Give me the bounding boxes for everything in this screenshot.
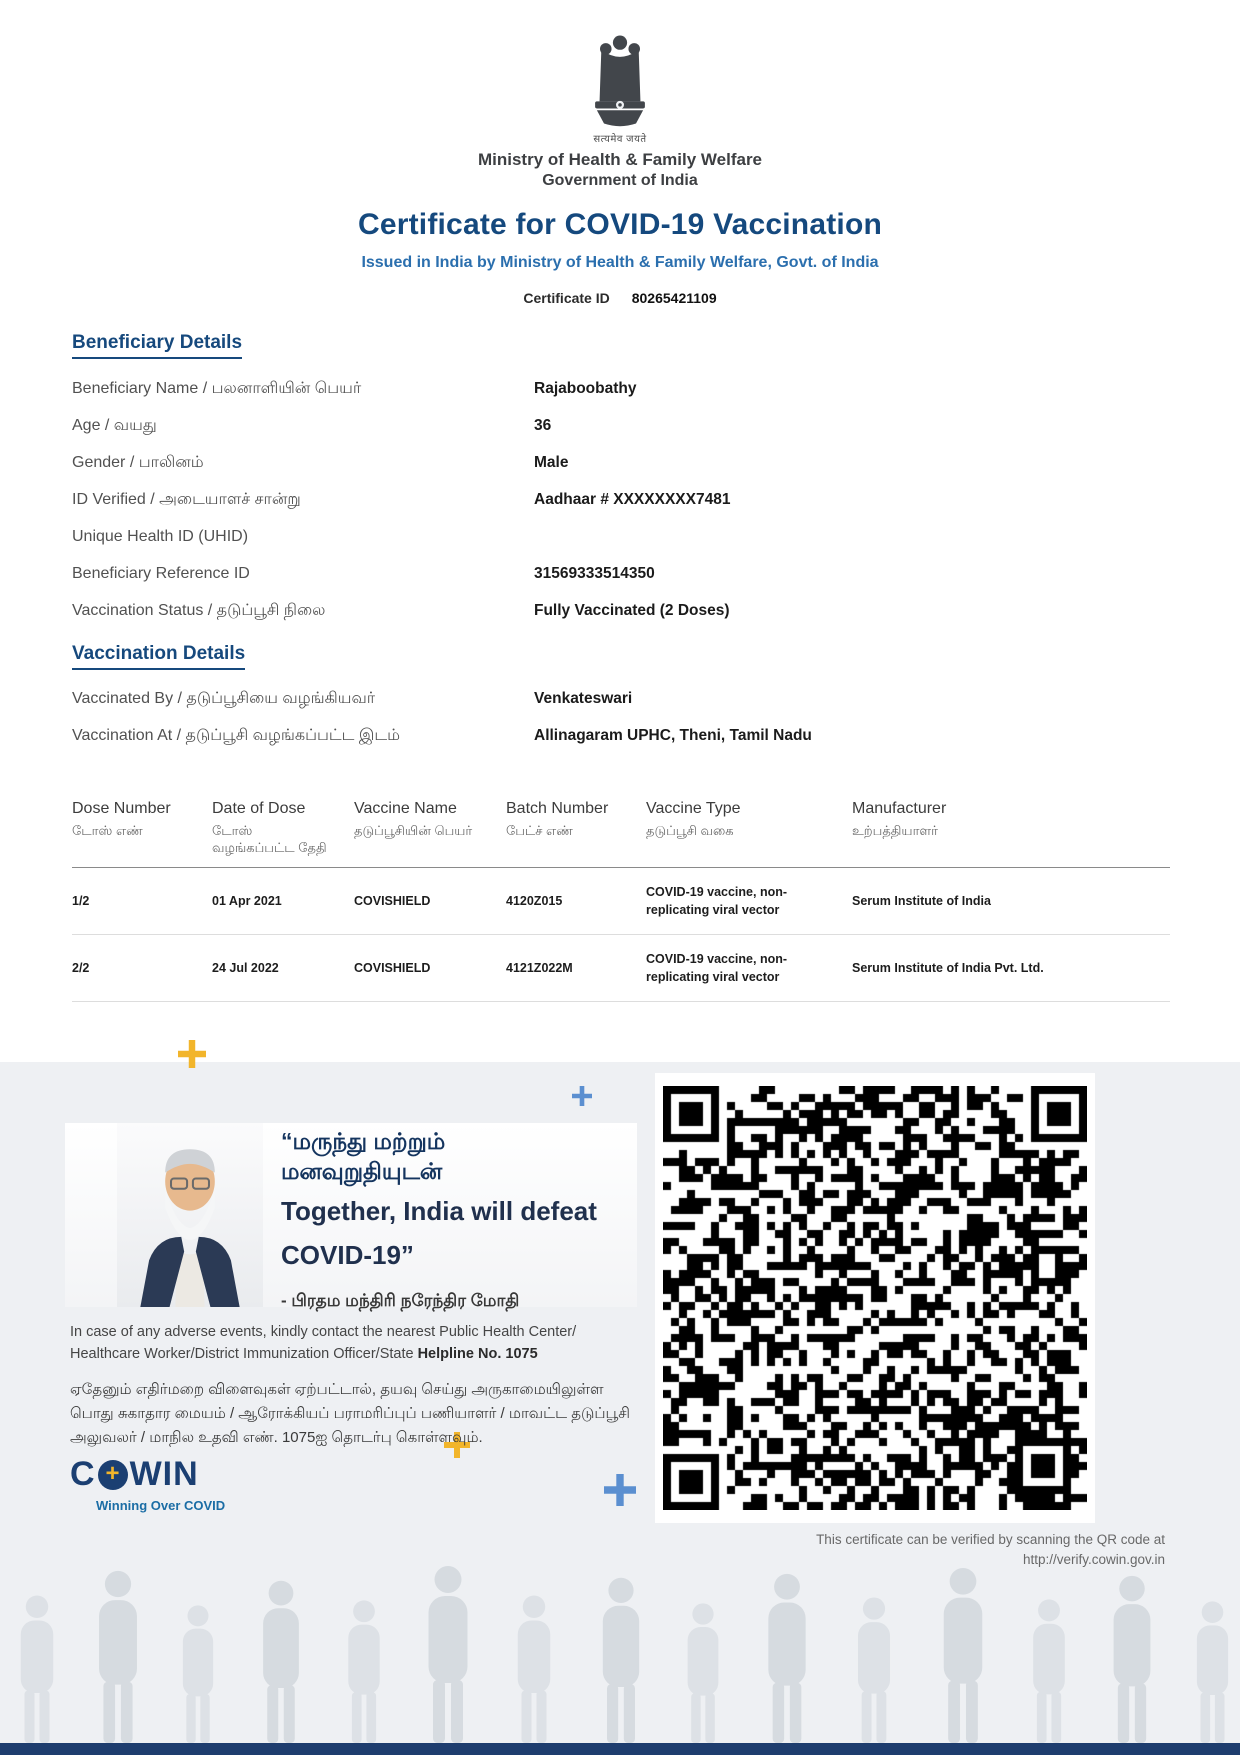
cowin-logo-prefix: C [70, 1455, 96, 1493]
field-label: Vaccination Status / தடுப்பூசி நிலை [72, 601, 326, 619]
quote-english-line2: COVID-19” [281, 1240, 414, 1271]
dose-table [72, 800, 1170, 1002]
field-value: Male [534, 453, 569, 471]
field-label: Age / வயது [72, 416, 157, 434]
quote-english-line1: Together, India will defeat [281, 1195, 597, 1226]
certificate-subtitle: Issued in India by Ministry of Health & Family Welfare, Govt. of India [361, 254, 879, 271]
certificate-id-label: Certificate ID [523, 290, 610, 306]
column-header-dose-number: Dose Number டோஸ் எண் [72, 800, 171, 838]
detail-row-beneficiary-name [72, 370, 1165, 407]
cell-batch-number: 4121Z022M [506, 961, 573, 976]
adverse-events-text-tamil: ஏதேனும் எதிர்மறை விளைவுகள் ஏற்பட்டால், தயவு செய்து அருகாமையிலுள்ள பொது சுகாதார மையம் / ஆரோக்கியப் பராமரிப்புப் பணியாளர் / மாவட்ட தடுப்பூசி அலுவலர் / மாநில உதவி எண். 1075ஐ தொடர்பு கொள்ளவும். [70, 1381, 630, 1446]
field-value: Venkateswari [534, 689, 633, 707]
detail-row-vaccinated-by [72, 680, 1165, 717]
cell-vaccine-type: COVID-19 vaccine, non-replicating viral vector [646, 952, 788, 985]
pm-portrait-illustration [117, 1123, 263, 1307]
dose-row-2 [72, 935, 1170, 1002]
ministry-name: Ministry of Health & Family Welfare [477, 150, 763, 169]
national-emblem-icon [580, 30, 660, 130]
adverse-events-text: In case of any adverse events, kindly contact the nearest Public Health Center/ Healthcare Worker/District Immunization Officer/State Helpline No. 1075 [70, 1324, 577, 1362]
field-value: Fully Vaccinated (2 Doses) [534, 601, 730, 619]
cell-batch-number: 4120Z015 [506, 893, 563, 908]
qr-code-pattern [663, 1086, 1087, 1510]
cell-vaccine-name: COVISHIELD [354, 893, 431, 908]
field-label: Vaccination At / தடுப்பூசி வழங்கப்பட்ட இடம் [72, 726, 400, 744]
cell-dose-number: 1/2 [72, 893, 90, 908]
detail-row-vaccination-status [72, 592, 1165, 629]
field-label: Beneficiary Reference ID [72, 564, 250, 582]
emblem-motto: सत्यमेव जयते [593, 134, 647, 145]
verify-text: This certificate can be verified by scanning the QR code at [816, 1532, 1165, 1547]
detail-row-reference-id [72, 555, 1165, 592]
cell-dose-number: 2/2 [72, 961, 90, 976]
cell-vaccine-name: COVISHIELD [354, 961, 431, 976]
field-label: Unique Health ID (UHID) [72, 527, 249, 545]
cowin-tagline: Winning Over COVID [96, 1498, 226, 1513]
cell-date-of-dose: 24 Jul 2022 [212, 961, 279, 976]
dose-table-header [72, 800, 1170, 868]
qr-code [655, 1073, 1095, 1523]
pm-quote [281, 1127, 597, 1313]
field-label: Gender / பாலினம் [72, 453, 204, 471]
bottom-navy-bar [0, 1743, 1240, 1755]
quote-tamil-line2: மனவுறுதியுடன் [281, 1157, 443, 1184]
plus-icon [572, 1086, 592, 1106]
field-value: 36 [534, 416, 552, 434]
pm-photo [117, 1123, 263, 1307]
beneficiary-details [72, 370, 1165, 629]
field-value: Aadhaar # XXXXXXXX7481 [534, 490, 731, 508]
field-value: 31569333514350 [534, 564, 655, 582]
cowin-plus-icon: + [98, 1460, 128, 1490]
quote-tamil-line1: “மருந்து மற்றும் [281, 1128, 446, 1154]
column-header-vaccine-name: Vaccine Name தடுப்பூசியின் பெயர் [354, 800, 473, 838]
quote-attribution: - பிரதம மந்திரி நரேந்திர மோதி [281, 1291, 520, 1311]
cowin-logo-suffix: WIN [129, 1455, 199, 1493]
field-value: Allinagaram UPHC, Theni, Tamil Nadu [534, 726, 812, 744]
column-header-batch-number: Batch Number பேட்ச் எண் [506, 800, 609, 838]
helpline-number: Helpline No. 1075 [417, 1345, 538, 1362]
detail-row-id-verified [72, 481, 1165, 518]
cell-vaccine-type: COVID-19 vaccine, non-replicating viral vector [646, 884, 788, 917]
vaccination-section-heading: Vaccination Details [72, 643, 245, 670]
column-header-date-of-dose: Date of Dose டோஸ் வழங்கப்பட்ட தேதி [212, 800, 327, 855]
field-value: Rajaboobathy [534, 379, 637, 397]
emblem-block [0, 30, 1240, 145]
beneficiary-section-heading: Beneficiary Details [72, 332, 242, 359]
detail-row-vaccination-at [72, 717, 1165, 754]
cell-manufacturer: Serum Institute of India [852, 893, 991, 908]
government-name: Government of India [542, 172, 698, 189]
cell-manufacturer: Serum Institute of India Pvt. Ltd. [852, 961, 1044, 976]
certificate-id-row [0, 290, 1240, 306]
field-label: Vaccinated By / தடுப்பூசியை வழங்கியவர் [72, 689, 376, 707]
certificate-id-value: 80265421109 [631, 290, 717, 306]
verify-url-link[interactable]: http://verify.cowin.gov.in [1022, 1552, 1165, 1568]
plus-icon [604, 1474, 636, 1506]
field-label: ID Verified / அடையாளச் சான்று [72, 490, 301, 508]
certificate-title: Certificate for COVID-19 Vaccination [357, 208, 882, 241]
column-header-manufacturer: Manufacturer உற்பத்தியாளர் [852, 800, 947, 838]
column-header-vaccine-type: Vaccine Type தடுப்பூசி வகை [646, 800, 741, 838]
detail-row-gender [72, 444, 1165, 481]
field-label: Beneficiary Name / பலனாளியின் பெயர் [72, 379, 362, 397]
detail-row-uhid [72, 518, 1165, 555]
quote-panel [65, 1123, 637, 1311]
plus-icon [178, 1040, 206, 1068]
dose-row-1 [72, 868, 1170, 935]
detail-row-age [72, 407, 1165, 444]
cowin-logo [70, 1455, 225, 1513]
healthcare-workers-silhouette-strip [0, 1553, 1240, 1743]
vaccination-details [72, 680, 1165, 754]
cell-date-of-dose: 01 Apr 2021 [212, 893, 282, 908]
